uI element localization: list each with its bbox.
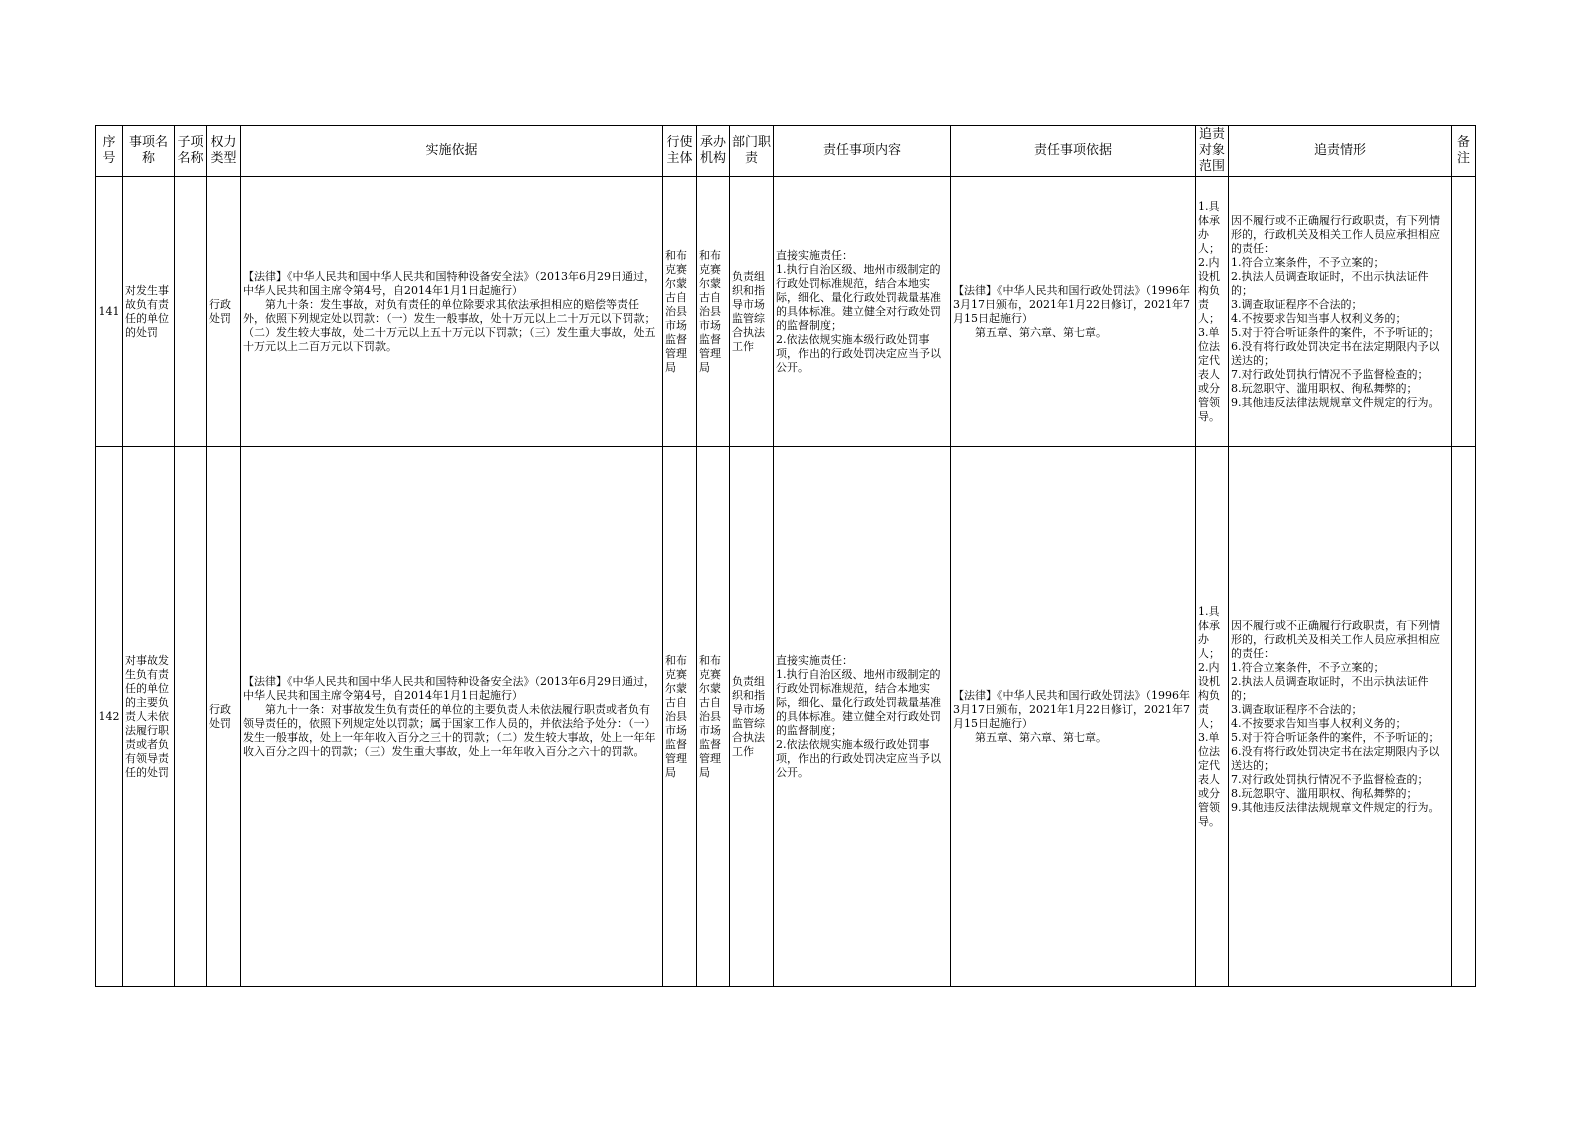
row-basis: 【法律】《中华人民共和国中华人民共和国特种设备安全法》（2013年6月29日通过，中华人民共和国主席令第4号，自2014年1月1日起施行） 第九十一条：对事故发生负有责任的单位的主要负责人未依法履行职责或者负有领导责任的，依照下列规定处以罚款；属于国家工作人员的，并依法给予处分：（一）发生一般事故，处上一年年收入百分之三十的罚款；（二）发生较大事故，处上一年年收入百分之四十的罚款；（三）发生重大事故，处上一年年收入百分之六十的罚款。 bbox=[241, 447, 663, 987]
responsibility-table bbox=[95, 125, 1476, 987]
header-scope: 追责对象范围 bbox=[1196, 126, 1229, 177]
row-resp-basis: 【法律】《中华人民共和国行政处罚法》（1996年3月17日颁布，2021年1月22日修订，2021年7月15日起施行） 第五章、第六章、第七章。 bbox=[951, 447, 1196, 987]
row-subject: 和布克赛尔蒙古自治县市场监督管理局 bbox=[663, 447, 697, 987]
header-seq: 序号 bbox=[96, 126, 123, 177]
row-subject: 和布克赛尔蒙古自治县市场监督管理局 bbox=[663, 177, 697, 447]
header-resp-content: 责任事项内容 bbox=[774, 126, 951, 177]
row-remark bbox=[1452, 447, 1476, 987]
header-basis: 实施依据 bbox=[241, 126, 663, 177]
row-power-type: 行政处罚 bbox=[207, 177, 241, 447]
header-organ: 承办机构 bbox=[697, 126, 730, 177]
header-row bbox=[96, 126, 1476, 177]
row-seq: 141 bbox=[96, 177, 123, 447]
row-item-name: 对发生事故负有责任的单位的处罚 bbox=[123, 177, 175, 447]
table-row bbox=[96, 177, 1476, 447]
row-sub-item bbox=[175, 177, 207, 447]
header-situation: 追责情形 bbox=[1229, 126, 1452, 177]
row-duty: 负责组织和指导市场监管综合执法工作 bbox=[730, 177, 774, 447]
row-scope: 1.具体承办人； 2.内设机构负责人； 3.单位法定代表人或分管领导。 bbox=[1196, 447, 1229, 987]
row-organ: 和布克赛尔蒙古自治县市场监督管理局 bbox=[697, 447, 730, 987]
row-sub-item bbox=[175, 447, 207, 987]
header-power-type: 权力类型 bbox=[207, 126, 241, 177]
header-subject: 行使主体 bbox=[663, 126, 697, 177]
row-item-name: 对事故发生负有责任的单位的主要负责人未依法履行职责或者负有领导责任的处罚 bbox=[123, 447, 175, 987]
row-scope: 1.具体承办人； 2.内设机构负责人； 3.单位法定代表人或分管领导。 bbox=[1196, 177, 1229, 447]
row-situation: 因不履行或不正确履行行政职责，有下列情形的，行政机关及相关工作人员应承担相应的责任： 1.符合立案条件，不予立案的； 2.执法人员调查取证时，不出示执法证件的； 3.调查取证程序不合法的； 4.不按要求告知当事人权利义务的； 5.对于符合听证条件的案件，不予听证的； 6.没有将行政处罚决定书在法定期限内予以送达的； 7.对行政处罚执行情况不予监督检查的； 8.玩忽职守、滥用职权、徇私舞弊的； 9.其他违反法律法规规章文件规定的行为。 bbox=[1229, 447, 1452, 987]
header-remark: 备注 bbox=[1452, 126, 1476, 177]
header-resp-basis: 责任事项依据 bbox=[951, 126, 1196, 177]
row-organ: 和布克赛尔蒙古自治县市场监督管理局 bbox=[697, 177, 730, 447]
header-sub-item: 子项名称 bbox=[175, 126, 207, 177]
row-resp-basis: 【法律】《中华人民共和国行政处罚法》（1996年3月17日颁布，2021年1月22日修订，2021年7月15日起施行） 第五章、第六章、第七章。 bbox=[951, 177, 1196, 447]
header-duty: 部门职责 bbox=[730, 126, 774, 177]
row-resp-content: 直接实施责任： 1.执行自治区级、地州市级制定的行政处罚标准规范，结合本地实际，细化、量化行政处罚裁量基准的具体标准。建立健全对行政处罚的监督制度； 2.依法依规实施本级行政处罚事项，作出的行政处罚决定应当予以公开。 bbox=[774, 177, 951, 447]
row-duty: 负责组织和指导市场监管综合执法工作 bbox=[730, 447, 774, 987]
row-remark bbox=[1452, 177, 1476, 447]
header-item-name: 事项名称 bbox=[123, 126, 175, 177]
row-power-type: 行政处罚 bbox=[207, 447, 241, 987]
table-row bbox=[96, 447, 1476, 987]
row-situation: 因不履行或不正确履行行政职责，有下列情形的，行政机关及相关工作人员应承担相应的责任： 1.符合立案条件，不予立案的； 2.执法人员调查取证时，不出示执法证件的； 3.调查取证程序不合法的； 4.不按要求告知当事人权利义务的； 5.对于符合听证条件的案件，不予听证的； 6.没有将行政处罚决定书在法定期限内予以送达的； 7.对行政处罚执行情况不予监督检查的； 8.玩忽职守、滥用职权、徇私舞弊的； 9.其他违反法律法规规章文件规定的行为。 bbox=[1229, 177, 1452, 447]
row-resp-content: 直接实施责任： 1.执行自治区级、地州市级制定的行政处罚标准规范，结合本地实际，细化、量化行政处罚裁量基准的具体标准。建立健全对行政处罚的监督制度； 2.依法依规实施本级行政处罚事项，作出的行政处罚决定应当予以公开。 bbox=[774, 447, 951, 987]
row-seq: 142 bbox=[96, 447, 123, 987]
row-basis: 【法律】《中华人民共和国中华人民共和国特种设备安全法》（2013年6月29日通过，中华人民共和国主席令第4号，自2014年1月1日起施行） 第九十条：发生事故，对负有责任的单位除要求其依法承担相应的赔偿等责任外，依照下列规定处以罚款：（一）发生一般事故，处十万元以上二十万元以下罚款；（二）发生较大事故，处二十万元以上五十万元以下罚款；（三）发生重大事故，处五十万元以上二百万元以下罚款。 bbox=[241, 177, 663, 447]
